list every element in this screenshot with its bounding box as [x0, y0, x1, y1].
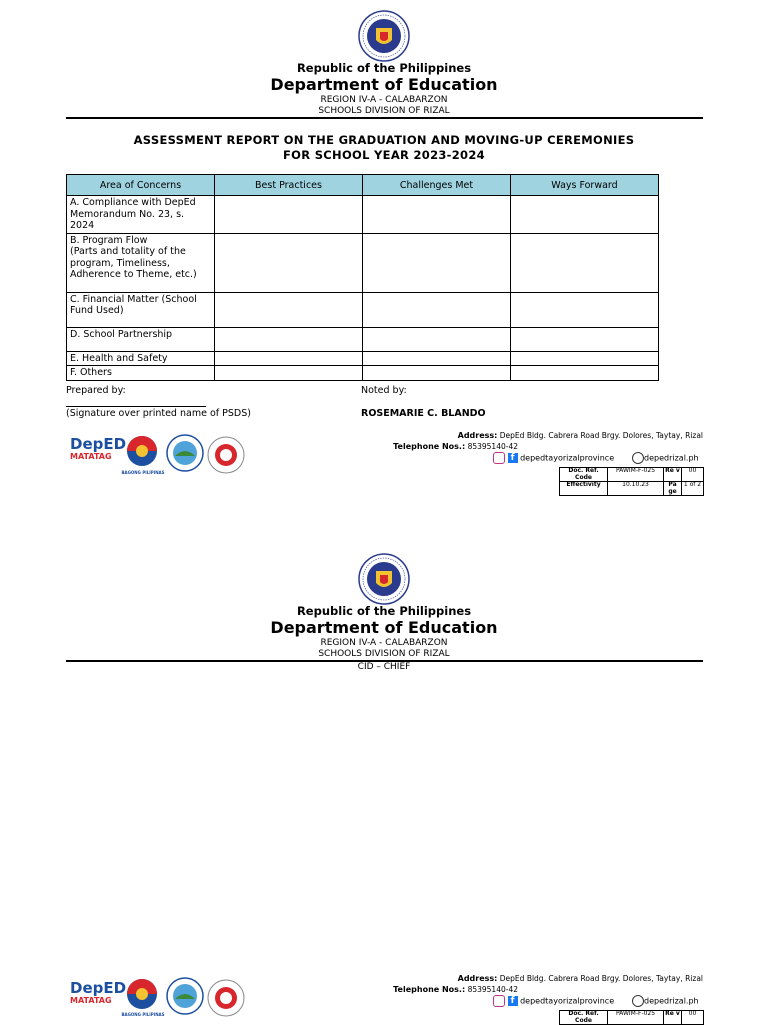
address-value: DepEd Bldg. Cabrera Road Brgy. Dolores, Taytay, Rizal [499, 431, 703, 440]
telephone-value: 85395140-42 [467, 442, 518, 451]
division-label: SCHOOLS DIVISION OF RIZAL [318, 649, 450, 659]
address-label: Address: [457, 974, 498, 983]
facebook-icon: f [508, 453, 518, 463]
effectivity-value: 10.10.23 [608, 482, 664, 496]
division-label: SCHOOLS DIVISION OF RIZAL [318, 106, 450, 116]
table-cell[interactable] [511, 292, 659, 327]
concern-label: D. School Partnership [67, 327, 215, 351]
address-line [380, 431, 703, 440]
partner-seal-icon [207, 436, 245, 474]
globe-icon [632, 452, 644, 464]
column-header: Ways Forward [511, 175, 659, 196]
facebook-icon: f [508, 996, 518, 1006]
rev-value: 00 [682, 468, 704, 482]
report-title-line2: FOR SCHOOL YEAR 2023-2024 [283, 148, 485, 162]
table-cell[interactable] [215, 233, 363, 292]
table-cell[interactable] [363, 366, 511, 381]
table-cell[interactable] [215, 366, 363, 381]
table-cell[interactable] [363, 233, 511, 292]
table-cell[interactable] [511, 351, 659, 366]
concern-label: C. Financial Matter (School Fund Used) [67, 292, 215, 327]
website-url: depedrizal.ph [644, 996, 699, 1006]
effectivity-label: Effectivity [560, 482, 608, 496]
facebook-handle: depedtayorizalprovince [520, 996, 615, 1006]
column-header: Area of Concerns [67, 175, 215, 196]
deped-seal-icon [358, 553, 410, 605]
prepared-caption: (Signature over printed name of PSDS) [66, 408, 251, 419]
table-row [67, 327, 659, 351]
telephone-value: 85395140-42 [467, 985, 518, 994]
republic-title: Republic of the Philippines [296, 604, 472, 618]
division-seal-icon [166, 434, 204, 472]
cid-chief-label: CID – CHIEF [357, 662, 411, 672]
table-row [67, 351, 659, 366]
report-title-line1: ASSESSMENT REPORT ON THE GRADUATION AND MOVING-UP CEREMONIES [133, 133, 635, 147]
table-cell[interactable] [511, 366, 659, 381]
region-label: REGION IV-A - CALABARZON [320, 95, 448, 105]
republic-title: Republic of the Philippines [296, 61, 472, 75]
department-title: Department of Education [270, 75, 498, 94]
table-cell[interactable] [363, 351, 511, 366]
table-cell[interactable] [511, 233, 659, 292]
bagong-pilipinas-label: BAGONG PILIPINAS [121, 470, 165, 475]
doc-ref-table [559, 1010, 704, 1025]
table-cell[interactable] [363, 196, 511, 234]
bagong-pilipinas-logo-icon [120, 977, 164, 1013]
matatag-logo-text: MATATAG [70, 996, 112, 1005]
page-value: 1 of 2 [682, 482, 704, 496]
header-divider [66, 117, 703, 119]
region-label: REGION IV-A - CALABARZON [320, 638, 448, 648]
address-label: Address: [457, 431, 498, 440]
noted-by-label: Noted by: [361, 385, 407, 396]
table-row [67, 233, 659, 292]
telephone-label: Telephone Nos.: [393, 442, 466, 451]
table-cell[interactable] [363, 292, 511, 327]
table-cell[interactable] [215, 196, 363, 234]
globe-icon [632, 995, 644, 1007]
column-header: Challenges Met [363, 175, 511, 196]
deped-seal-icon [358, 10, 410, 62]
page-label: Pa ge [664, 482, 682, 496]
deped-matatag-logo [70, 435, 127, 476]
instagram-icon [493, 452, 505, 464]
website-url: depedrizal.ph [644, 453, 699, 463]
rev-value: 00 [682, 1011, 704, 1025]
doc-ref-table [559, 467, 704, 496]
telephone-label: Telephone Nos.: [393, 985, 466, 994]
table-cell[interactable] [215, 351, 363, 366]
doc-ref-label: Doc. Ref. Code [560, 468, 608, 482]
facebook-link[interactable] [493, 995, 614, 1007]
telephone-line [300, 442, 518, 451]
table-cell[interactable] [363, 327, 511, 351]
telephone-line [300, 985, 518, 994]
deped-matatag-logo [70, 979, 127, 1020]
table-row [67, 292, 659, 327]
deped-logo-text: DepED [70, 435, 127, 453]
concern-label: A. Compliance with DepEd Memorandum No. 23, s. 2024 [67, 196, 215, 234]
address-line [380, 974, 703, 983]
bagong-pilipinas-label: BAGONG PILIPINAS [121, 1012, 165, 1017]
table-cell[interactable] [511, 327, 659, 351]
division-seal-icon [166, 977, 204, 1015]
noted-name: ROSEMARIE C. BLANDO [361, 408, 486, 419]
concern-label: E. Health and Safety [67, 351, 215, 366]
facebook-link[interactable] [493, 452, 614, 464]
table-cell[interactable] [215, 292, 363, 327]
address-value: DepEd Bldg. Cabrera Road Brgy. Dolores, Taytay, Rizal [499, 974, 703, 983]
doc-ref-value: PAWIM-F-025 [608, 468, 664, 482]
department-title: Department of Education [270, 618, 498, 637]
concern-label: F. Others [67, 366, 215, 381]
signature-line [66, 406, 206, 407]
facebook-handle: depedtayorizalprovince [520, 453, 615, 463]
concern-label: B. Program Flow (Parts and totality of the program, Timeliness, Adherence to Theme, etc.) [67, 233, 215, 292]
doc-ref-label: Doc. Ref. Code [560, 1011, 608, 1025]
website-link[interactable] [632, 995, 699, 1007]
table-row [67, 196, 659, 234]
table-row [67, 366, 659, 381]
doc-ref-value: PAWIM-F-025 [608, 1011, 664, 1025]
matatag-logo-text: MATATAG [70, 452, 112, 461]
table-cell[interactable] [215, 327, 363, 351]
table-cell[interactable] [511, 196, 659, 234]
rev-label: Re v [664, 468, 682, 482]
rev-label: Re v [664, 1011, 682, 1025]
assessment-table [66, 174, 659, 381]
deped-logo-text: DepED [70, 979, 127, 997]
table-header-row [67, 175, 659, 196]
instagram-icon [493, 995, 505, 1007]
partner-seal-icon [207, 979, 245, 1017]
column-header: Best Practices [215, 175, 363, 196]
prepared-by-label: Prepared by: [66, 385, 126, 396]
website-link[interactable] [632, 452, 699, 464]
